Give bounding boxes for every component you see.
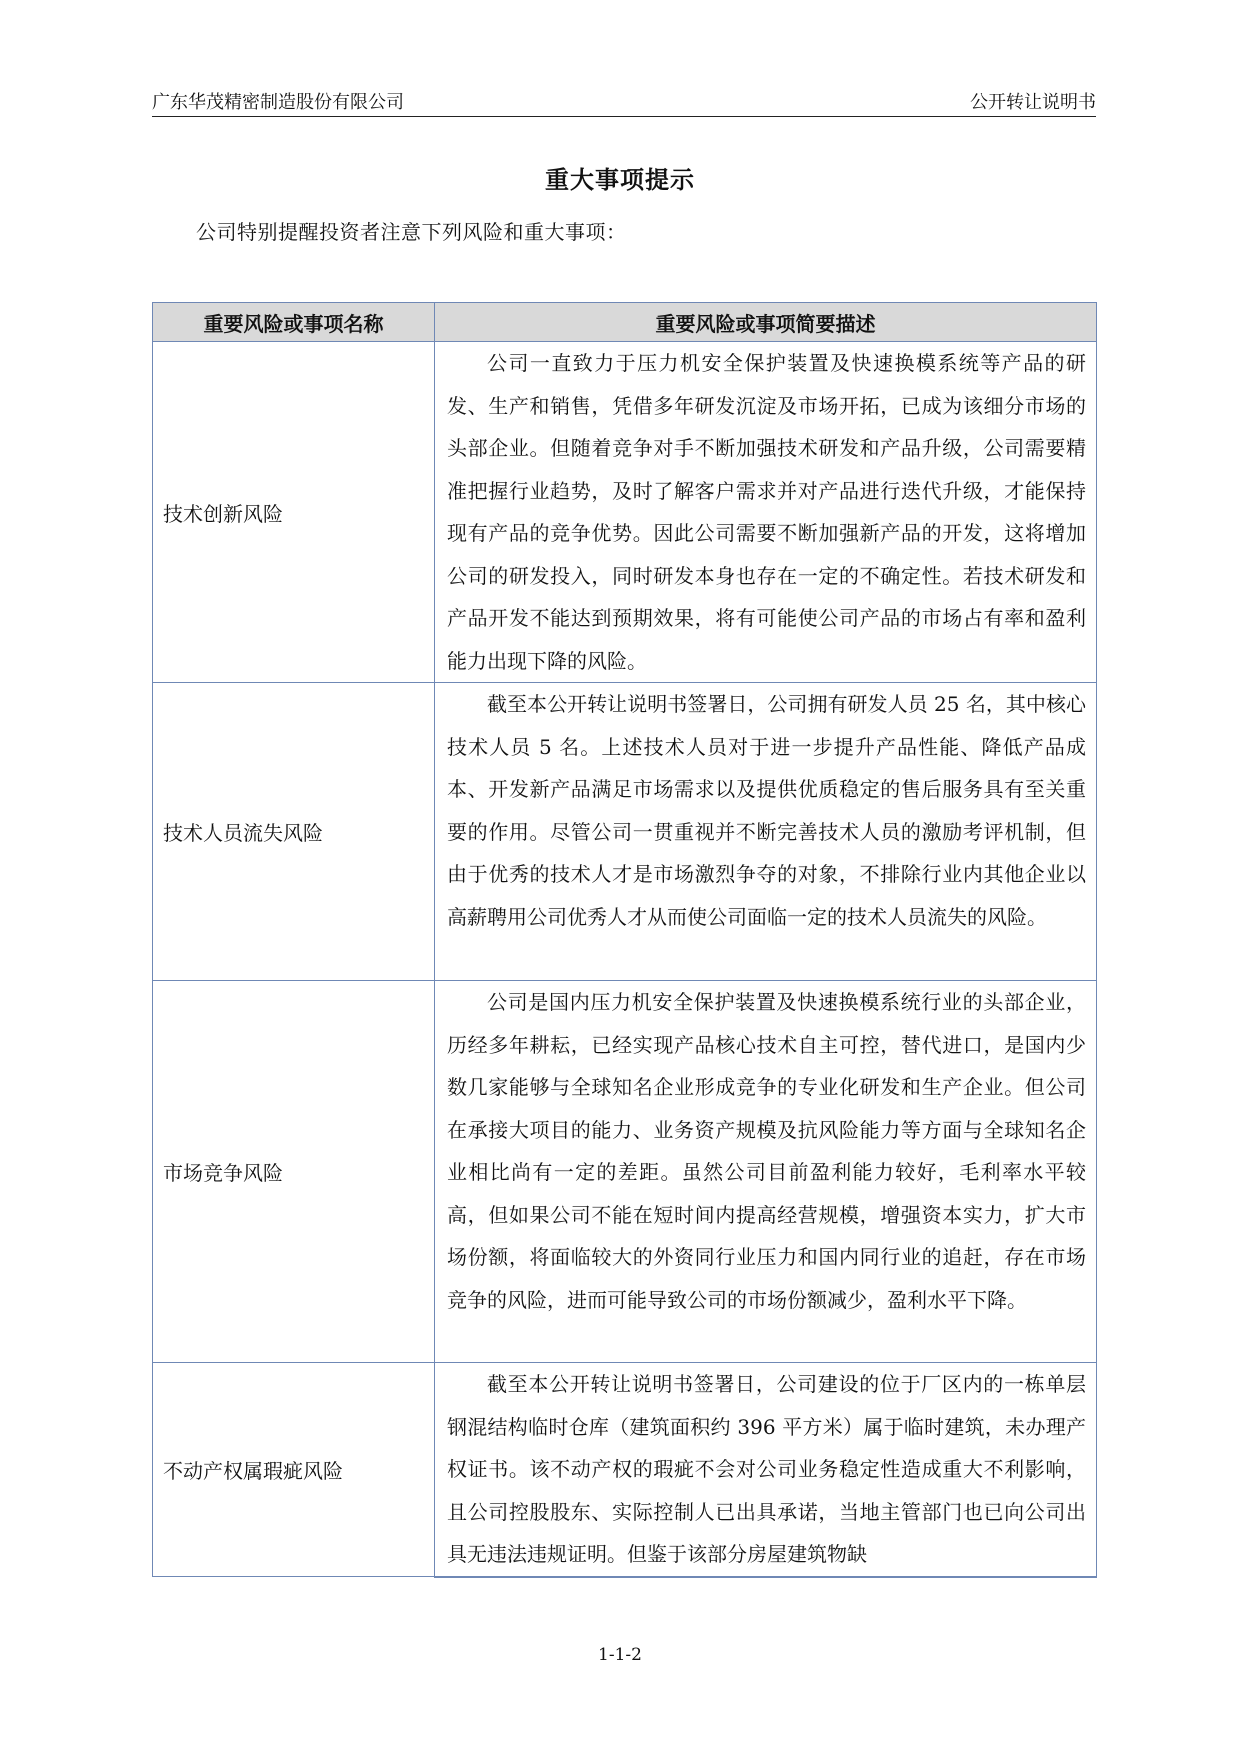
risk-name: 技术创新风险	[153, 342, 435, 683]
risk-description: 截至本公开转让说明书签署日，公司拥有研发人员 25 名，其中核心技术人员 5 名。上述技术人员对于进一步提升产品性能、降低产品成本、开发新产品满足市场需求以及提供优质稳定的售后服务具有至关重要的作用。尽管公司一贯重视并不断完善技术人员的激励考评机制，但由于优秀的技术人才是市场激烈争夺的对象，不排除行业内其他企业以高薪聘用公司优秀人才从而使公司面临一定的技术人员流失的风险。	[435, 683, 1097, 981]
header-company: 广东华茂精密制造股份有限公司	[152, 92, 404, 113]
intro-text: 公司特别提醒投资者注意下列风险和重大事项：	[196, 220, 627, 244]
column-header-name: 重要风险或事项名称	[153, 303, 435, 342]
risk-name: 技术人员流失风险	[153, 683, 435, 981]
header-doc-type: 公开转让说明书	[970, 92, 1096, 113]
page-title: 重大事项提示	[545, 165, 695, 194]
column-header-desc: 重要风险或事项简要描述	[435, 303, 1097, 342]
table-row	[153, 1363, 1097, 1577]
table-row	[153, 342, 1097, 683]
risk-description: 截至本公开转让说明书签署日，公司建设的位于厂区内的一栋单层钢混结构临时仓库（建筑面积约 396 平方米）属于临时建筑，未办理产权证书。该不动产权的瑕疵不会对公司业务稳定性造成重大不利影响，且公司控股股东、实际控制人已出具承诺，当地主管部门也已向公司出具无违法违规证明。但鉴于该部分房屋建筑物缺	[435, 1363, 1097, 1577]
table-row	[153, 981, 1097, 1363]
risk-table	[152, 302, 1097, 1578]
page-number: 1-1-2	[598, 1645, 642, 1665]
risk-name: 不动产权属瑕疵风险	[153, 1363, 435, 1577]
risk-description: 公司是国内压力机安全保护装置及快速换模系统行业的头部企业，历经多年耕耘，已经实现产品核心技术自主可控，替代进口，是国内少数几家能够与全球知名企业形成竞争的专业化研发和生产企业。但公司在承接大项目的能力、业务资产规模及抗风险能力等方面与全球知名企业相比尚有一定的差距。虽然公司目前盈利能力较好，毛利率水平较高，但如果公司不能在短时间内提高经营规模，增强资本实力，扩大市场份额，将面临较大的外资同行业压力和国内同行业的追赶，存在市场竞争的风险，进而可能导致公司的市场份额减少，盈利水平下降。	[435, 981, 1097, 1363]
table-header-row	[153, 303, 1097, 342]
page-header	[152, 88, 1096, 117]
risk-name: 市场竞争风险	[153, 981, 435, 1363]
risk-description: 公司一直致力于压力机安全保护装置及快速换模系统等产品的研发、生产和销售，凭借多年研发沉淀及市场开拓，已成为该细分市场的头部企业。但随着竞争对手不断加强技术研发和产品升级，公司需要精准把握行业趋势，及时了解客户需求并对产品进行迭代升级，才能保持现有产品的竞争优势。因此公司需要不断加强新产品的开发，这将增加公司的研发投入，同时研发本身也存在一定的不确定性。若技术研发和产品开发不能达到预期效果，将有可能使公司产品的市场占有率和盈利能力出现下降的风险。	[435, 342, 1097, 683]
table-row	[153, 683, 1097, 981]
